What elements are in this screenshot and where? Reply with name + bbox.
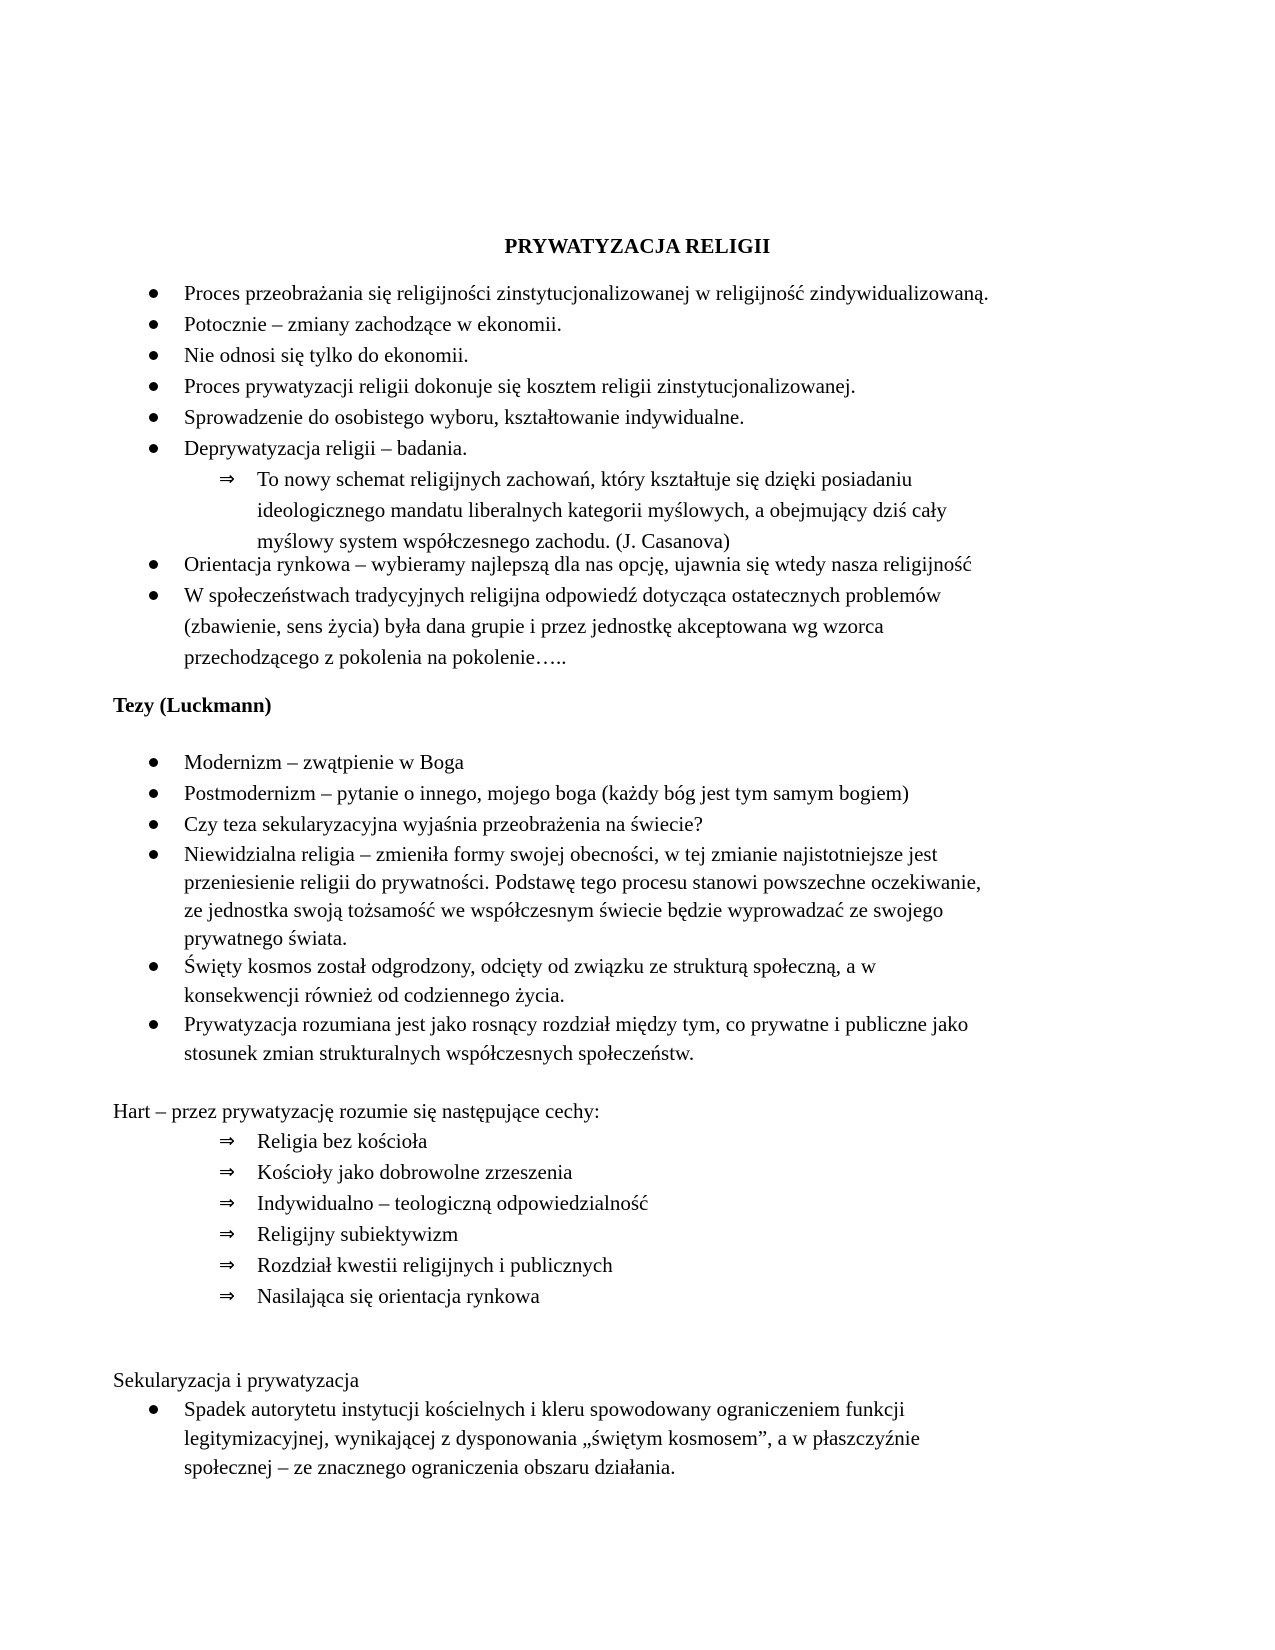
document-title: PRYWATYZACJA RELIGII <box>504 234 771 258</box>
list-item <box>184 840 981 952</box>
double-arrow-right-icon: ⇒ <box>219 1161 235 1183</box>
list-item-text: przechodzącego z pokolenia na pokolenie….. <box>184 645 567 669</box>
hart-intro-text: Hart – przez prywatyzację rozumie się następujące cechy: <box>113 1099 600 1123</box>
list-item-text: konsekwencji również od codziennego życia. <box>184 983 565 1007</box>
list-item <box>184 549 972 580</box>
double-arrow-right-icon: ⇒ <box>219 468 235 490</box>
double-arrow-right-icon: ⇒ <box>219 1130 235 1152</box>
list-item-text: ideologicznego mandatu liberalnych kategorii myślowych, a obejmujący dziś cały <box>257 498 947 522</box>
list-item-text: ze jednostka swoją tożsamość we współczesnym świecie będzie wyprowadzać ze swojego <box>184 898 944 922</box>
bullet-icon <box>149 320 158 329</box>
list-item-text: Niewidzialna religia – zmieniła formy swojej obecności, w tej zmianie najistotniejsze jest <box>184 842 938 866</box>
casanova-arrow-list <box>219 464 947 557</box>
list-item <box>184 747 981 778</box>
bullet-icon <box>149 444 158 453</box>
list-item <box>184 778 981 809</box>
list-item <box>184 309 989 340</box>
arrow-list-item <box>219 1281 648 1312</box>
double-arrow-right-icon: ⇒ <box>219 1254 235 1276</box>
list-item <box>184 809 981 840</box>
section-heading-luckmann: Tezy (Luckmann) <box>113 693 272 717</box>
list-item <box>184 433 989 464</box>
list-item-text: Spadek autorytetu instytucji kościelnych i kleru spowodowany ograniczeniem funkcji <box>184 1397 905 1421</box>
list-item-text: Orientacja rynkowa – wybieramy najlepszą dla nas opcję, ujawnia się wtedy nasza religijność <box>184 552 972 576</box>
list-item-text: prywatnego świata. <box>184 926 348 950</box>
list-item-text: Nie odnosi się tylko do ekonomii. <box>184 343 469 367</box>
bullet-icon <box>149 413 158 422</box>
arrow-list-item <box>219 1219 648 1250</box>
list-item-text: Czy teza sekularyzacyjna wyjaśnia przeobrażenia na świecie? <box>184 812 703 836</box>
arrow-list-item <box>219 464 947 557</box>
bullet-icon <box>149 850 158 859</box>
bullet-icon <box>149 820 158 829</box>
list-item <box>184 371 989 402</box>
bullet-icon <box>149 1020 158 1029</box>
double-arrow-right-icon: ⇒ <box>219 1285 235 1307</box>
list-item-text: społecznej – ze znacznego ograniczenia obszaru działania. <box>184 1455 676 1479</box>
luckmann-bullet-list <box>184 747 981 1068</box>
list-item-text: Święty kosmos został odgrodzony, odcięty od związku ze strukturą społeczną, a w <box>184 954 877 978</box>
arrow-list-item <box>219 1188 649 1219</box>
hart-arrow-list <box>219 1126 649 1312</box>
arrow-list-item <box>219 1157 648 1188</box>
list-item-text: myślowy system współczesnego zachodu. (J. Casanova) <box>257 529 730 553</box>
bullet-icon <box>149 758 158 767</box>
list-item-text: Proces prywatyzacji religii dokonuje się kosztem religii zinstytucjonalizowanej. <box>184 374 856 398</box>
list-item-text: Modernizm – zwątpienie w Boga <box>184 750 464 774</box>
bullet-icon <box>149 591 158 600</box>
list-item-text: Indywidualno – teologiczną odpowiedzialność <box>257 1191 649 1215</box>
double-arrow-right-icon: ⇒ <box>219 1223 235 1245</box>
secularization-bullet-list <box>184 1395 920 1482</box>
bullet-icon <box>149 560 158 569</box>
list-item-text: przeniesienie religii do prywatności. Podstawę tego procesu stanowi powszechne oczekiwanie, <box>184 870 982 894</box>
list-item-text: To nowy schemat religijnych zachowań, który kształtuje się dzięki posiadaniu <box>257 467 913 491</box>
list-item <box>184 1395 920 1482</box>
list-item <box>184 1010 981 1068</box>
bullet-icon <box>149 789 158 798</box>
list-item <box>184 402 989 433</box>
list-item-text: Religijny subiektywizm <box>257 1222 459 1246</box>
list-item-text: Potocznie – zmiany zachodzące w ekonomii. <box>184 312 562 336</box>
list-item-text: legitymizacyjnej, wynikającej z dysponowania „świętym kosmosem”, a w płaszczyźnie <box>184 1426 920 1450</box>
list-item-text: Rozdział kwestii religijnych i publicznych <box>257 1253 613 1277</box>
list-item-text: Deprywatyzacja religii – badania. <box>184 436 468 460</box>
list-item-text: W społeczeństwach tradycyjnych religijna odpowiedź dotycząca ostatecznych problemów <box>184 583 942 607</box>
list-item-text: Proces przeobrażania się religijności zinstytucjonalizowanej w religijność zindywidualizowaną. <box>184 281 989 305</box>
arrow-list-item <box>219 1126 648 1157</box>
list-item-text: (zbawienie, sens życia) była dana grupie i przez jednostkę akceptowana wg wzorca <box>184 614 884 638</box>
section-heading-secularization: Sekularyzacja i prywatyzacja <box>113 1368 360 1392</box>
double-arrow-right-icon: ⇒ <box>219 1192 235 1214</box>
list-item-text: Postmodernizm – pytanie o innego, mojego boga (każdy bóg jest tym samym bogiem) <box>184 781 909 805</box>
list-item-text: stosunek zmian strukturalnych współczesnych społeczeństw. <box>184 1041 695 1065</box>
intro-bullet-list-continued <box>184 549 972 673</box>
list-item <box>184 580 972 673</box>
bullet-icon <box>149 382 158 391</box>
list-item <box>184 278 989 309</box>
intro-bullet-list <box>184 278 989 464</box>
list-item-text: Kościoły jako dobrowolne zrzeszenia <box>257 1160 573 1184</box>
list-item-text: Prywatyzacja rozumiana jest jako rosnący rozdział między tym, co prywatne i publiczne jako <box>184 1012 969 1036</box>
bullet-icon <box>149 1405 158 1414</box>
list-item <box>184 952 981 1010</box>
bullet-icon <box>149 351 158 360</box>
list-item-text: Religia bez kościoła <box>257 1129 428 1153</box>
arrow-list-item <box>219 1250 648 1281</box>
bullet-icon <box>149 962 158 971</box>
list-item-text: Nasilająca się orientacja rynkowa <box>257 1284 540 1308</box>
list-item-text: Sprowadzenie do osobistego wyboru, kształtowanie indywidualne. <box>184 405 745 429</box>
list-item <box>184 340 989 371</box>
bullet-icon <box>149 289 158 298</box>
